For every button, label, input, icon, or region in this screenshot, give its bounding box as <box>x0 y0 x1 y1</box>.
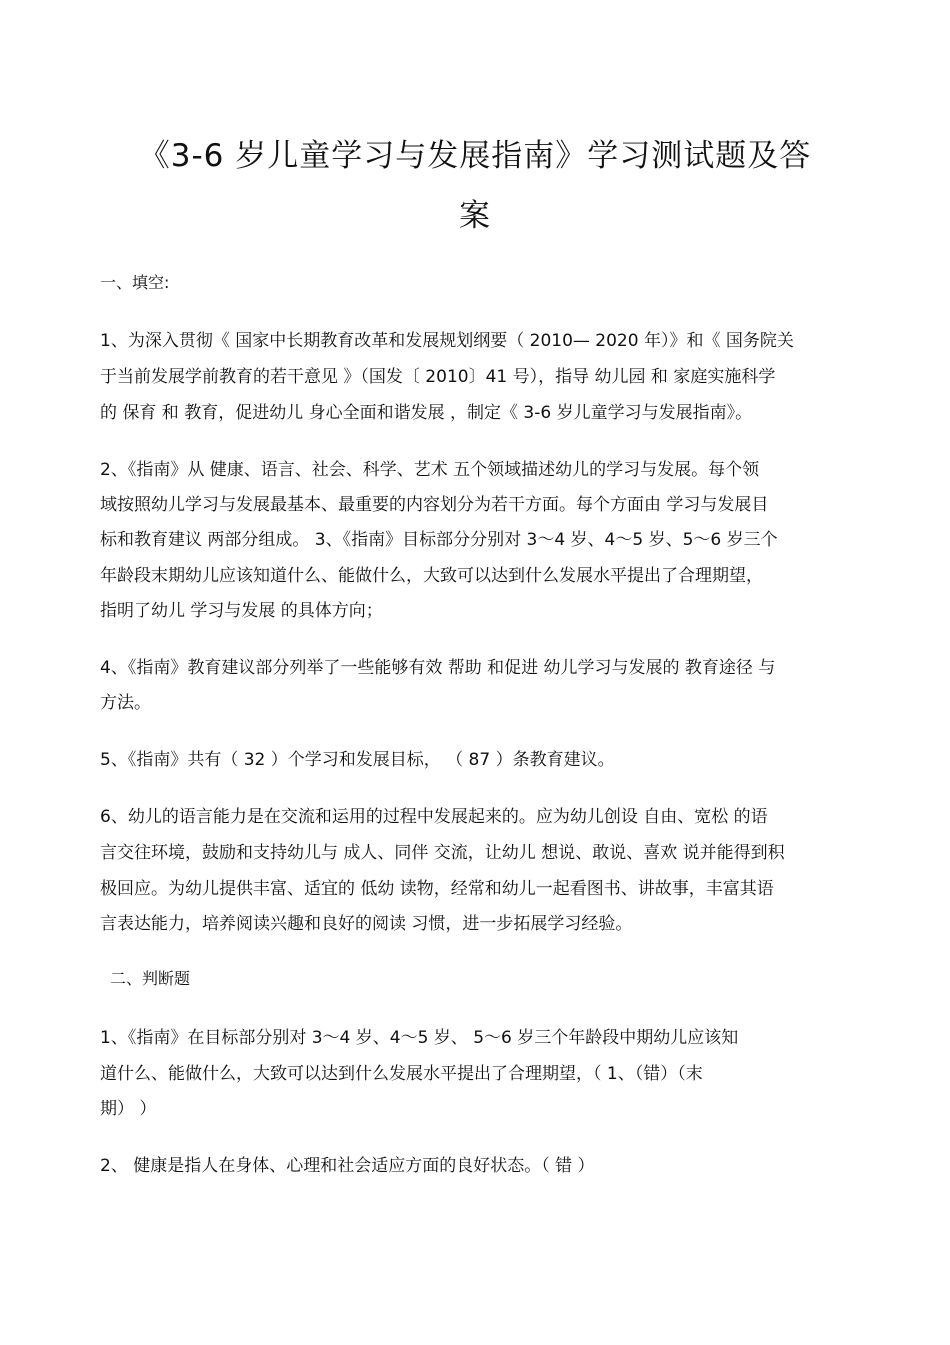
tf-q1-line-2: 道什么、能做什么，大致可以达到什么发展水平提出了合理期望，（ 1、（错）（末 <box>100 1064 703 1084</box>
fill-q5-line-1: 5、《指南》共有（ 32 ）个学习和发展目标， （ 87 ）条教育建议。 <box>100 750 615 770</box>
fill-q1-line-3: 的 保育 和 教育，促进幼儿 身心全面和谐发展 ，制定《 3-6 岁儿童学习与发展指南》。 <box>100 403 753 423</box>
tf-q1-line-3: 期） ） <box>100 1099 157 1119</box>
section-heading-fill-in: 一、填空: <box>100 273 170 292</box>
tf-q2-line-1: 2、 健康是指人在身体、心理和社会适应方面的良好状态。（ 错 ） <box>100 1156 595 1176</box>
fill-q2-line-4: 年龄段末期幼儿应该知道什么、能做什么，大致可以达到什么发展水平提出了合理期望， <box>100 566 763 586</box>
fill-q2-line-2: 域按照幼儿学习与发展最基本、最重要的内容划分为若干方面。每个方面由 学习与发展目 <box>100 495 769 515</box>
fill-q2-line-1: 2、《指南》从 健康、语言、社会、科学、艺术 五个领域描述幼儿的学习与发展。每个领 <box>100 460 760 480</box>
document-title-line-1: 《3-6 岁儿童学习与发展指南》学习测试题及答 <box>138 138 812 174</box>
fill-q4-line-1: 4、《指南》教育建议部分列举了一些能够有效 帮助 和促进 幼儿学习与发展的 教育途径 与 <box>100 658 776 678</box>
fill-q2-line-5: 指明了幼儿 学习与发展 的具体方向； <box>100 601 383 621</box>
fill-q1-line-1: 1、为深入贯彻《 国家中长期教育改革和发展规划纲要（ 2010— 2020 年）》和《 国务院关 <box>100 331 794 351</box>
fill-q2-line-3: 标和教育建议 两部分组成。 3、《指南》目标部分分别对 3～4 岁、4～5 岁、5～6 岁三个 <box>100 530 778 550</box>
fill-q4-line-2: 方法。 <box>100 693 151 713</box>
fill-q6-line-3: 极回应。为幼儿提供丰富、适宜的 低幼 读物，经常和幼儿一起看图书、讲故事，丰富其语 <box>100 879 774 899</box>
fill-q6-line-4: 言表达能力，培养阅读兴趣和良好的阅读 习惯，进一步拓展学习经验。 <box>100 914 633 934</box>
section-heading-true-false: 二、判断题 <box>110 969 191 988</box>
document-title-line-2: 案 <box>459 198 491 234</box>
tf-q1-line-1: 1、《指南》在目标部分别对 3～4 岁、4～5 岁、 5～6 岁三个年龄段中期幼儿应该知 <box>100 1028 739 1048</box>
fill-q6-line-1: 6、幼儿的语言能力是在交流和运用的过程中发展起来的。应为幼儿创设 自由、宽松 的语 <box>100 807 768 827</box>
fill-q6-line-2: 言交往环境，鼓励和支持幼儿与 成人、同伴 交流，让幼儿 想说、敢说、喜欢 说并能得到积 <box>100 843 785 863</box>
fill-q1-line-2: 于当前发展学前教育的若干意见 》（国发〔 2010〕41 号），指导 幼儿园 和 家庭实施科学 <box>100 367 776 387</box>
